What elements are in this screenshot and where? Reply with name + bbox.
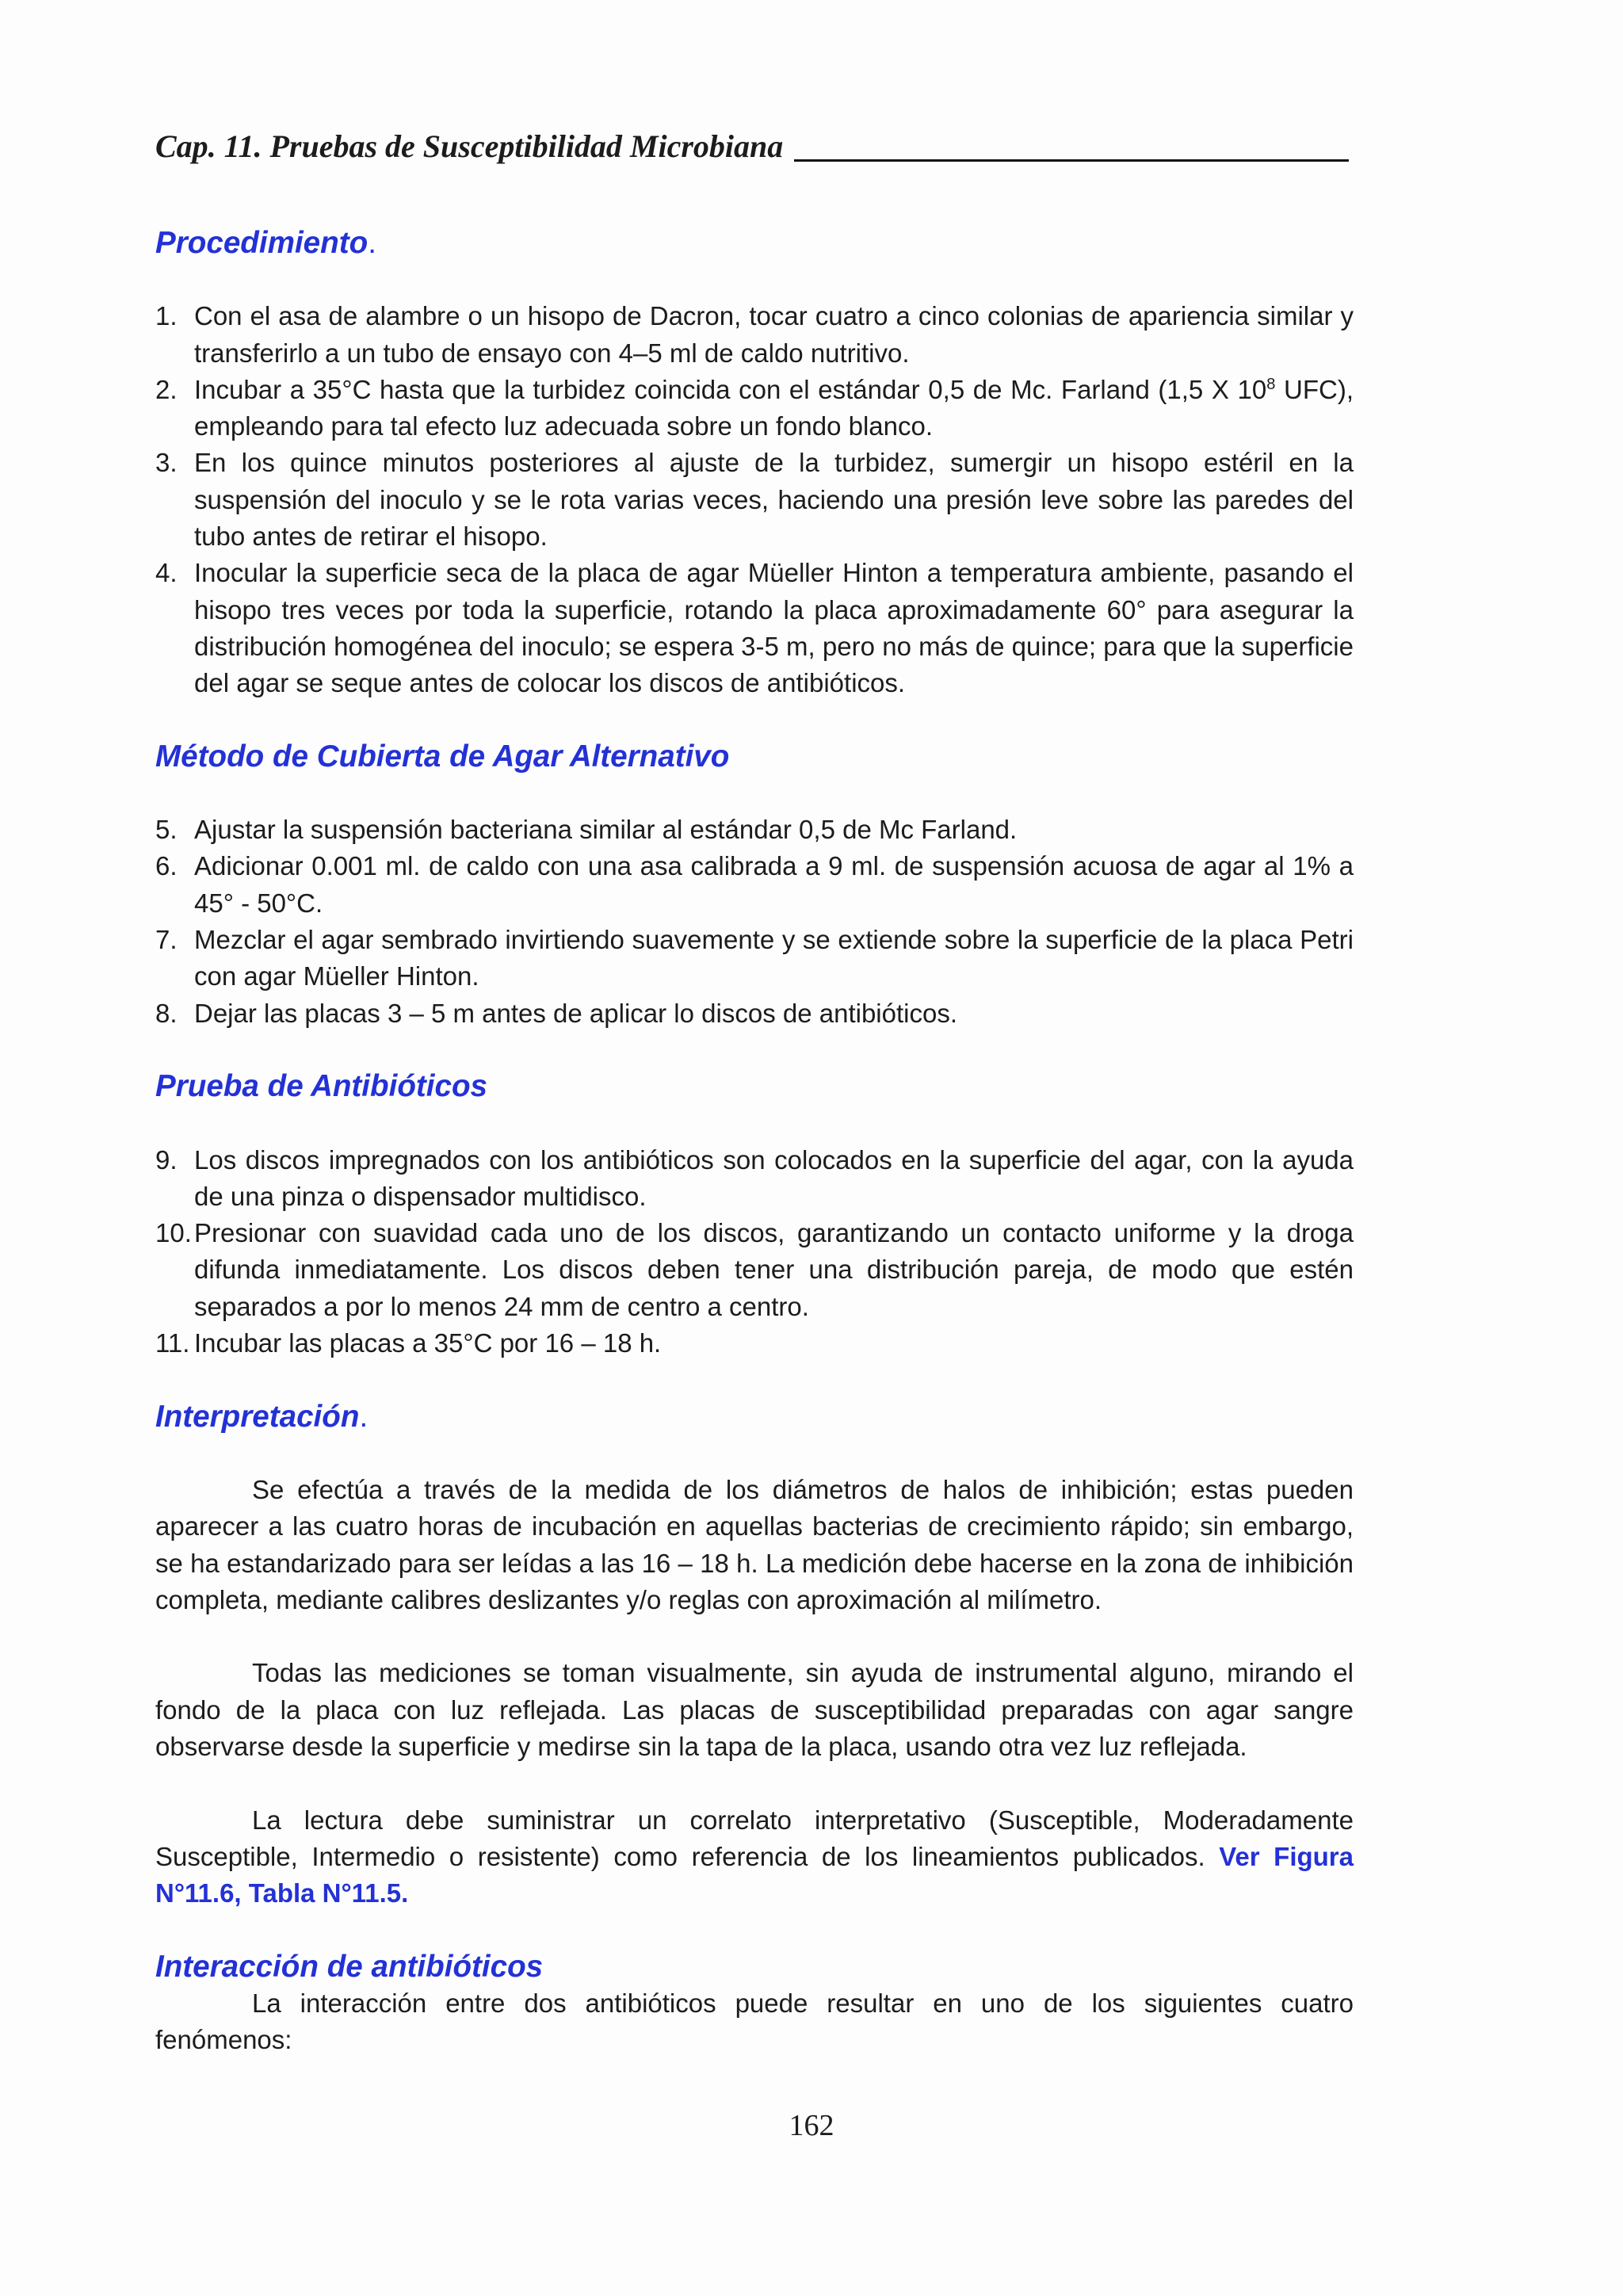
- step-number: 9.: [155, 1144, 178, 1175]
- spacer: [155, 1362, 1354, 1398]
- page-body: [155, 225, 1354, 2058]
- heading-text: Interpretación: [155, 1399, 360, 1434]
- step-number: 11.: [155, 1328, 190, 1358]
- step-text: Adicionar 0.001 ml. de caldo con una asa calibrada a 9 ml. de suspensión acuosa de agar al 1% a 45° - 50°C.: [194, 851, 1354, 918]
- step-number: 4.: [155, 558, 178, 588]
- step-number: 5.: [155, 815, 178, 845]
- step-number: 2.: [155, 374, 178, 404]
- paragraph: La interacción entre dos antibióticos puede resultar en uno de los siguientes cuatro fenómenos:: [155, 1988, 1354, 2055]
- spacer: [155, 1032, 1354, 1068]
- page-number: 162: [789, 2109, 834, 2142]
- heading-interpretacion: [155, 1399, 1354, 1435]
- heading-interaccion: [155, 1949, 1354, 1985]
- header-rule: [794, 159, 1349, 162]
- step-number: 6.: [155, 851, 178, 881]
- step-text: Ajustar la suspensión bacteriana similar al estándar 0,5 de Mc Farland.: [194, 815, 1018, 845]
- spacer: [155, 702, 1354, 739]
- heading-period: .: [359, 1399, 369, 1434]
- spacer: [155, 1912, 1354, 1948]
- step-text: Con el asa de alambre o un hisopo de Dacron, tocar cuatro a cinco colonias de apariencia similar y transferirlo a un tubo de ensayo con 4–5 ml de caldo nutritivo.: [194, 301, 1354, 368]
- step-text: En los quince minutos posteriores al ajuste de la turbidez, sumergir un hisopo estéril en la suspensión del inoculo y se le rota varias veces, haciendo una presión leve sobre las paredes del tubo antes de retirar el hisopo.: [194, 448, 1354, 552]
- method-steps: [155, 812, 1354, 1032]
- step-text: Incubar a 35°C hasta que la turbidez coincida con el estándar 0,5 de Mc. Farland (1,5 X 10: [194, 374, 1267, 404]
- step-text: UFC), empleando para tal efecto luz adecuada sobre un fondo blanco.: [194, 374, 1354, 441]
- heading-text: Prueba de Antibióticos: [155, 1069, 488, 1104]
- step-number: 3.: [155, 448, 178, 478]
- step-item: [155, 1325, 1354, 1362]
- step-number: 8.: [155, 998, 178, 1028]
- heading-text: Interacción de antibióticos: [155, 1949, 544, 1984]
- paragraph: Todas las mediciones se toman visualmente, sin ayuda de instrumental alguno, mirando el fondo de la placa con luz reflejada. Las placas de susceptibilidad preparadas con agar sangre observarse desde la superficie y medirse sin la tapa de la placa, usando otra vez luz reflejada.: [155, 1658, 1354, 1761]
- step-text: Inocular la superficie seca de la placa de agar Müeller Hinton a temperatura ambiente, pasando el hisopo tres veces por toda la superficie, rotando la placa aproximadamente 60° para asegurar la distribución homogénea del inoculo; se espera 3-5 m, pero no más de quince; para que la superficie del agar se seque antes de colocar los discos de antibióticos.: [194, 558, 1354, 698]
- spacer: [155, 262, 1354, 298]
- heading-prueba: [155, 1068, 1354, 1105]
- paragraph-text: La lectura debe suministrar un correlato interpretativo (Susceptible, Moderadamente Susceptible, Intermedio o resistente) como referencia de los lineamientos publicados.: [155, 1805, 1354, 1871]
- heading-period: .: [368, 226, 376, 260]
- chapter-title: Cap. 11. Pruebas de Susceptibilidad Microbiana: [155, 128, 784, 164]
- procedure-steps: [155, 298, 1354, 701]
- step-item: [155, 848, 1354, 922]
- step-item: [155, 812, 1354, 848]
- spacer: [155, 1105, 1354, 1141]
- antibiotic-steps: [155, 1142, 1354, 1362]
- step-item: [155, 995, 1354, 1032]
- step-text: Presionar con suavidad cada uno de los discos, garantizando un contacto uniforme y la droga difunda inmediatamente. Los discos deben tener una distribución pareja, de modo que estén separados a por lo menos 24 mm de centro a centro.: [194, 1218, 1354, 1321]
- step-text: Los discos impregnados con los antibióticos son colocados en la superficie del agar, con la ayuda de una pinza o dispensador multidisco.: [194, 1144, 1354, 1211]
- step-text: Mezclar el agar sembrado invirtiendo suavemente y se extiende sobre la superficie de la placa Petri con agar Müeller Hinton.: [194, 925, 1354, 991]
- exponent: 8: [1266, 375, 1276, 393]
- step-number: 7.: [155, 925, 178, 955]
- step-item: [155, 1142, 1354, 1216]
- paragraph: Se efectúa a través de la medida de los diámetros de halos de inhibición; estas pueden aparecer a las cuatro horas de incubación en aquellas bacterias de crecimiento rápido; sin embargo, se ha estandarizado para ser leídas a las 16 – 18 h. La medición debe hacerse en la zona de inhibición completa, mediante calibres deslizantes y/o reglas con aproximación al milímetro.: [155, 1474, 1354, 1614]
- spacer: [155, 775, 1354, 812]
- step-item: [155, 298, 1354, 372]
- step-item: [155, 555, 1354, 701]
- step-item: [155, 372, 1354, 445]
- step-item: [155, 1215, 1354, 1325]
- step-text: Dejar las placas 3 – 5 m antes de aplicar lo discos de antibióticos.: [194, 998, 958, 1028]
- heading-procedimiento: [155, 225, 1354, 262]
- spacer: [155, 1435, 1354, 1472]
- paragraph: [155, 1802, 1354, 1912]
- spacer: [155, 1765, 1354, 1801]
- step-item: [155, 922, 1354, 995]
- page-header: [155, 111, 1349, 166]
- figure-reference-link[interactable]: Ver Figura N°11.6, Tabla N°11.5.: [155, 1841, 1354, 1908]
- heading-text: Procedimiento: [155, 226, 369, 260]
- step-text: Incubar las placas a 35°C por 16 – 18 h.: [194, 1328, 662, 1358]
- step-number: 1.: [155, 301, 178, 331]
- heading-metodo: [155, 739, 1354, 775]
- heading-text: Método de Cubierta de Agar Alternativo: [155, 739, 730, 774]
- step-item: [155, 445, 1354, 555]
- spacer: [155, 1618, 1354, 1655]
- step-number: 10.: [155, 1218, 192, 1248]
